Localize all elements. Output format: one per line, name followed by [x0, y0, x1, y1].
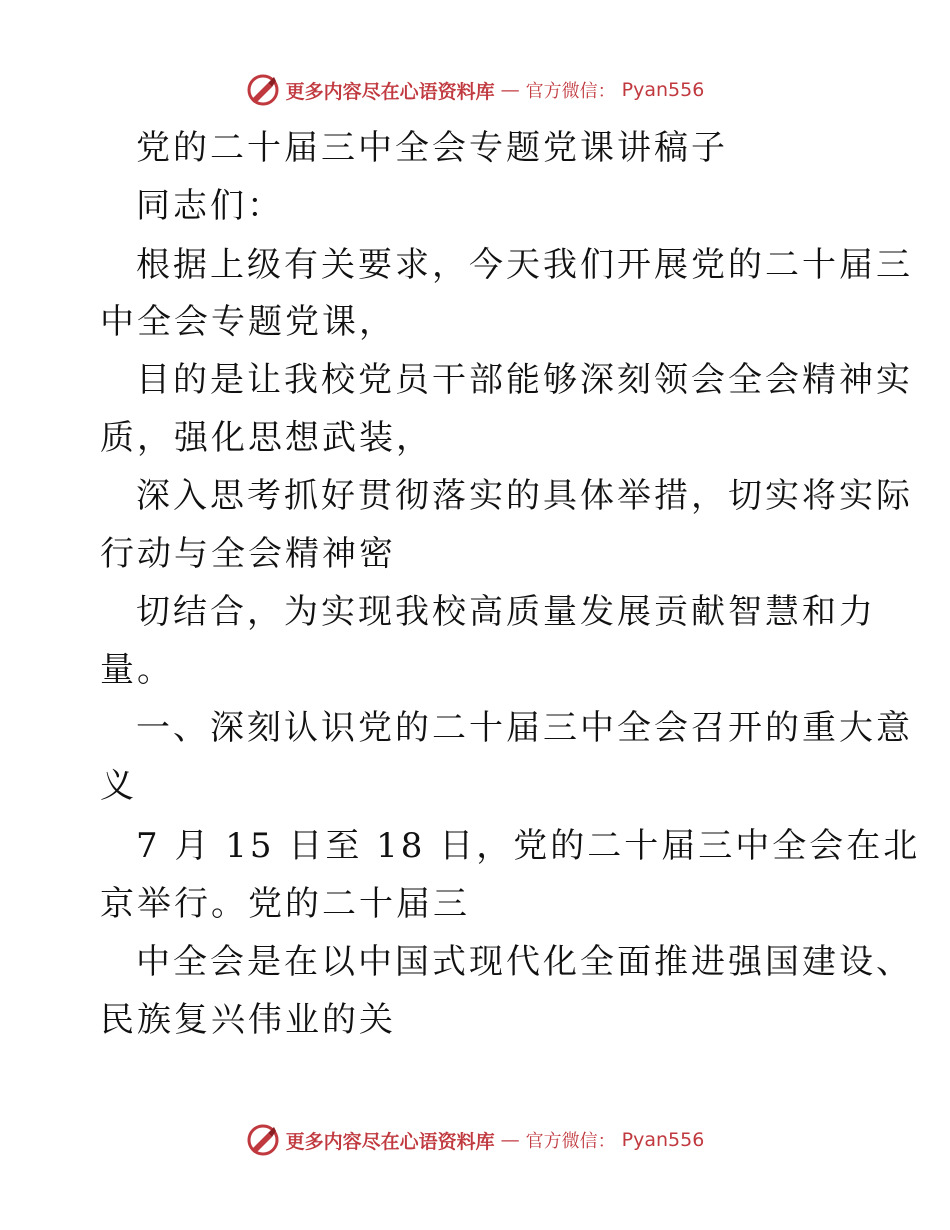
header-site-text: 更多内容尽在心语资料库 [285, 80, 495, 103]
doc-line: 中全会是在以中国式现代化全面推进强国建设、 [136, 942, 913, 982]
doc-line: 根据上级有关要求，今天我们开展党的二十届三 [136, 245, 913, 285]
doc-line: 深入思考抓好贯彻落实的具体举措，切实将实际 [136, 476, 913, 516]
footer-separator: — [500, 1129, 520, 1151]
pen-logo-icon [246, 1123, 280, 1157]
doc-line: 质，强化思想武装， [100, 418, 433, 458]
doc-line: 7 月 15 日至 18 日，党的二十届三中全会在北 [136, 826, 921, 866]
doc-title: 党的二十届三中全会专题党课讲稿子 [136, 128, 728, 168]
header-banner [0, 70, 950, 110]
doc-line: 目的是让我校党员干部能够深刻领会全会精神实 [136, 360, 913, 400]
doc-line: 行动与全会精神密 [100, 534, 396, 574]
section-heading: 一、深刻认识党的二十届三中全会召开的重大意 [136, 708, 913, 748]
header-separator: — [500, 79, 520, 101]
footer-wechat-label: 官方微信： [525, 1131, 616, 1152]
footer-banner [0, 1120, 950, 1160]
footer-site-text: 更多内容尽在心语资料库 [285, 1130, 495, 1153]
doc-line: 同志们： [136, 186, 284, 226]
pen-logo-icon [246, 73, 280, 107]
doc-line: 中全会专题党课， [100, 302, 396, 342]
doc-line: 京举行。党的二十届三 [100, 884, 470, 924]
header-wechat-label: 官方微信： [525, 81, 616, 102]
doc-line: 量。 [100, 650, 174, 690]
doc-line: 切结合，为实现我校高质量发展贡献智慧和力 [136, 592, 876, 632]
header-wechat-handle: Pyan556 [621, 79, 705, 101]
doc-line: 民族复兴伟业的关 [100, 1000, 396, 1040]
section-heading-cont: 义 [100, 766, 137, 806]
footer-wechat-handle: Pyan556 [621, 1129, 705, 1151]
